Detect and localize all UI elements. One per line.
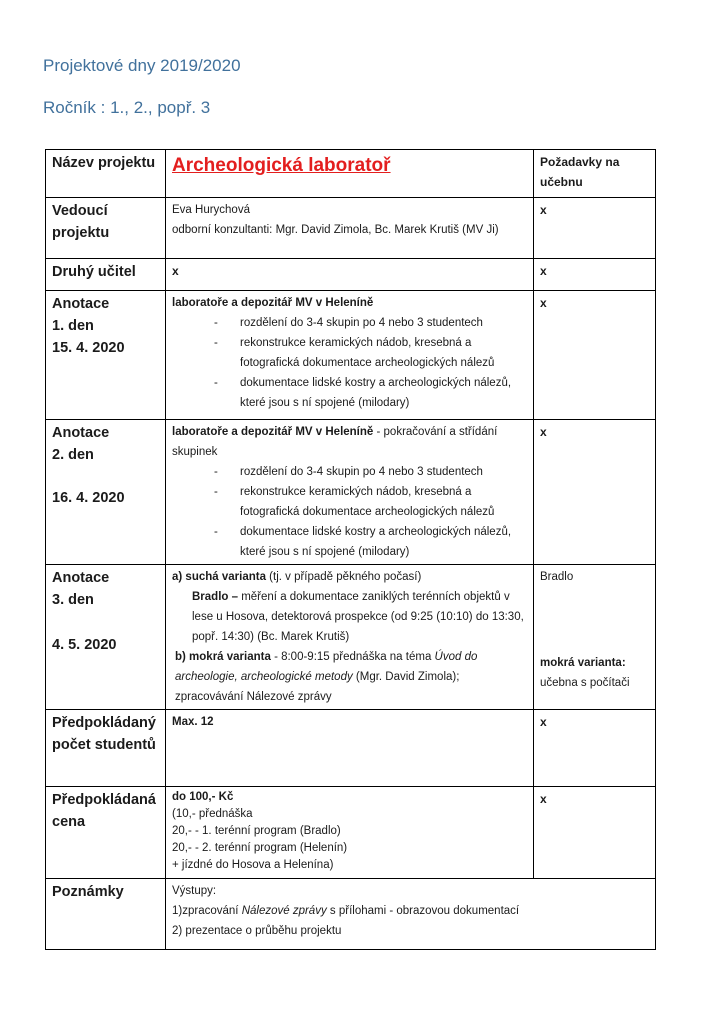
row-pocet-studentu [46, 710, 656, 787]
label-cena: Předpokládaná cena [46, 787, 166, 879]
label-anotace-den2 [46, 420, 166, 565]
anotace2-heading-suffix: - pokračování a střídání skupinek [172, 426, 498, 458]
anotace3-date: 4. 5. 2020 [52, 637, 117, 653]
row-vedouci-projektu [46, 198, 656, 259]
label-anotace-den1 [46, 291, 166, 420]
bullet-text: rekonstrukce keramických nádob, kresebná a fotografická dokumentace archeologických nálezů [240, 337, 495, 369]
anotace1-bullets [214, 313, 527, 413]
cell-anotace3-content [166, 565, 534, 710]
label-poznamky: Poznámky [46, 879, 166, 950]
req-ucebna: učebna s počítači [540, 677, 630, 689]
poznamky-line2-italic: Nálezové zprávy [241, 905, 327, 917]
bullet-item [214, 313, 527, 333]
bullet-dash: - [214, 466, 218, 478]
page-subtitle: Ročník : 1., 2., popř. 3 [43, 98, 211, 117]
row-druhy-ucitel [46, 259, 656, 291]
bullet-text: rozdělení do 3-4 skupin po 4 nebo 3 studentech [240, 317, 483, 329]
req-anotace3 [534, 565, 656, 710]
variant-b-bold: b) mokrá varianta [175, 651, 271, 663]
cell-cena-content [166, 787, 534, 879]
requirements-header: Požadavky na učebnu [534, 150, 656, 198]
variant-a-bold: a) suchá varianta [172, 571, 266, 583]
row-anotace-den1 [46, 291, 656, 420]
label-vedouci-projektu: Vedoucí projektu [46, 198, 166, 259]
row-cena [46, 787, 656, 879]
req-vedouci: x [534, 198, 656, 259]
poznamky-line2-post: s přílohami - obrazovou dokumentací [326, 905, 520, 917]
bullet-text: dokumentace lidské kostry a archeologických nálezů, které jsou s ní spojené (milodary) [240, 526, 512, 558]
bullet-item [214, 462, 527, 482]
anotace2-date: 16. 4. 2020 [52, 490, 125, 506]
bullet-dash: - [214, 377, 218, 389]
bullet-dash: - [214, 526, 218, 538]
poznamky-line2 [172, 901, 649, 921]
cell-anotace1-content [166, 291, 534, 420]
bullet-item [214, 482, 527, 522]
cena-line: (10,- přednáška [172, 808, 253, 820]
cena-line: 20,- - 2. terénní program (Helenín) [172, 842, 348, 854]
cell-druhy-value: x [166, 259, 534, 291]
variant-b-paragraph [172, 647, 527, 707]
leader-name: Eva Hurychová [172, 204, 250, 216]
label-pocet-studentu: Předpokládaný počet studentů [46, 710, 166, 787]
project-table [45, 149, 656, 950]
variant-b-rest1: - 8:00-9:15 přednáška na téma [270, 651, 435, 663]
bradlo-bold: Bradlo – [192, 591, 239, 603]
anotace3-day: 3. den [52, 592, 94, 608]
cena-line: 20,- - 1. terénní program (Bradlo) [172, 825, 341, 837]
anotace1-date: 15. 4. 2020 [52, 340, 125, 356]
req-pocet: x [534, 710, 656, 787]
anotace1-heading: laboratoře a depozitář MV v Heleníně [172, 297, 374, 309]
anotace2-title: Anotace [52, 425, 110, 441]
poznamky-line2-pre: 1)zpracování [172, 905, 242, 917]
cena-total: do 100,- Kč [172, 791, 234, 803]
req-mokra-varianta [540, 653, 649, 693]
label-nazev-projektu: Název projektu [46, 150, 166, 198]
bullet-text: dokumentace lidské kostry a archeologických nálezů, které jsou s ní spojené (milodary) [240, 377, 512, 409]
cell-vedouci-content [166, 198, 534, 259]
anotace2-bullets [214, 462, 527, 562]
poznamky-vystupy: Výstupy: [172, 885, 217, 897]
req-anotace2: x [534, 420, 656, 565]
cell-anotace2-content [166, 420, 534, 565]
label-druhy-ucitel: Druhý učitel [46, 259, 166, 291]
bullet-item [214, 522, 527, 562]
variant-b-rest2: (Mgr. David Zimola); zpracovávání Nálezové zprávy [175, 671, 460, 703]
req-anotace1: x [534, 291, 656, 420]
cell-project-title [166, 150, 534, 198]
bradlo-rest: měření a dokumentace zaniklých terénních objektů v lese u Hosova, detektorová prospekce (od 9:25 (10:10) do 13:30, popř. 14:30) (Bc. Marek Krutiš) [192, 591, 524, 643]
project-title: Archeologická laboratoř [172, 155, 391, 176]
page-title: Projektové dny 2019/2020 [43, 56, 241, 75]
variant-b-italic: Úvod do archeologie, archeologické metody [175, 651, 478, 683]
bullet-text: rozdělení do 3-4 skupin po 4 nebo 3 studentech [240, 466, 483, 478]
row-nazev-projektu [46, 150, 656, 198]
bullet-dash: - [214, 337, 218, 349]
bradlo-paragraph [192, 587, 527, 647]
anotace2-day: 2. den [52, 447, 94, 463]
bullet-dash: - [214, 317, 218, 329]
bullet-item [214, 373, 527, 413]
cell-poznamky-content [166, 879, 656, 950]
row-anotace-den3 [46, 565, 656, 710]
req-druhy: x [534, 259, 656, 291]
req-cena: x [534, 787, 656, 879]
bullet-text: rekonstrukce keramických nádob, kresebná a fotografická dokumentace archeologických nálezů [240, 486, 495, 518]
variant-a-line [172, 567, 527, 587]
anotace2-heading-line [172, 422, 527, 462]
anotace1-title: Anotace [52, 296, 110, 312]
poznamky-line3: 2) prezentace o průběhu projektu [172, 925, 342, 937]
variant-a-rest: (tj. v případě pěkného počasí) [265, 571, 422, 583]
row-anotace-den2 [46, 420, 656, 565]
cell-pocet-value: Max. 12 [166, 710, 534, 787]
anotace3-title: Anotace [52, 570, 110, 586]
bullet-item [214, 333, 527, 373]
req-bradlo: Bradlo [540, 571, 574, 583]
anotace1-day: 1. den [52, 318, 94, 334]
consultants-line: odborní konzultanti: Mgr. David Zimola, Bc. Marek Krutiš (MV Ji) [172, 224, 499, 236]
anotace2-heading: laboratoře a depozitář MV v Heleníně [172, 426, 374, 438]
req-mokra-bold: mokrá varianta: [540, 657, 626, 669]
bullet-dash: - [214, 486, 218, 498]
cena-line: + jízdné do Hosova a Helenína) [172, 859, 334, 871]
row-poznamky [46, 879, 656, 950]
label-anotace-den3 [46, 565, 166, 710]
